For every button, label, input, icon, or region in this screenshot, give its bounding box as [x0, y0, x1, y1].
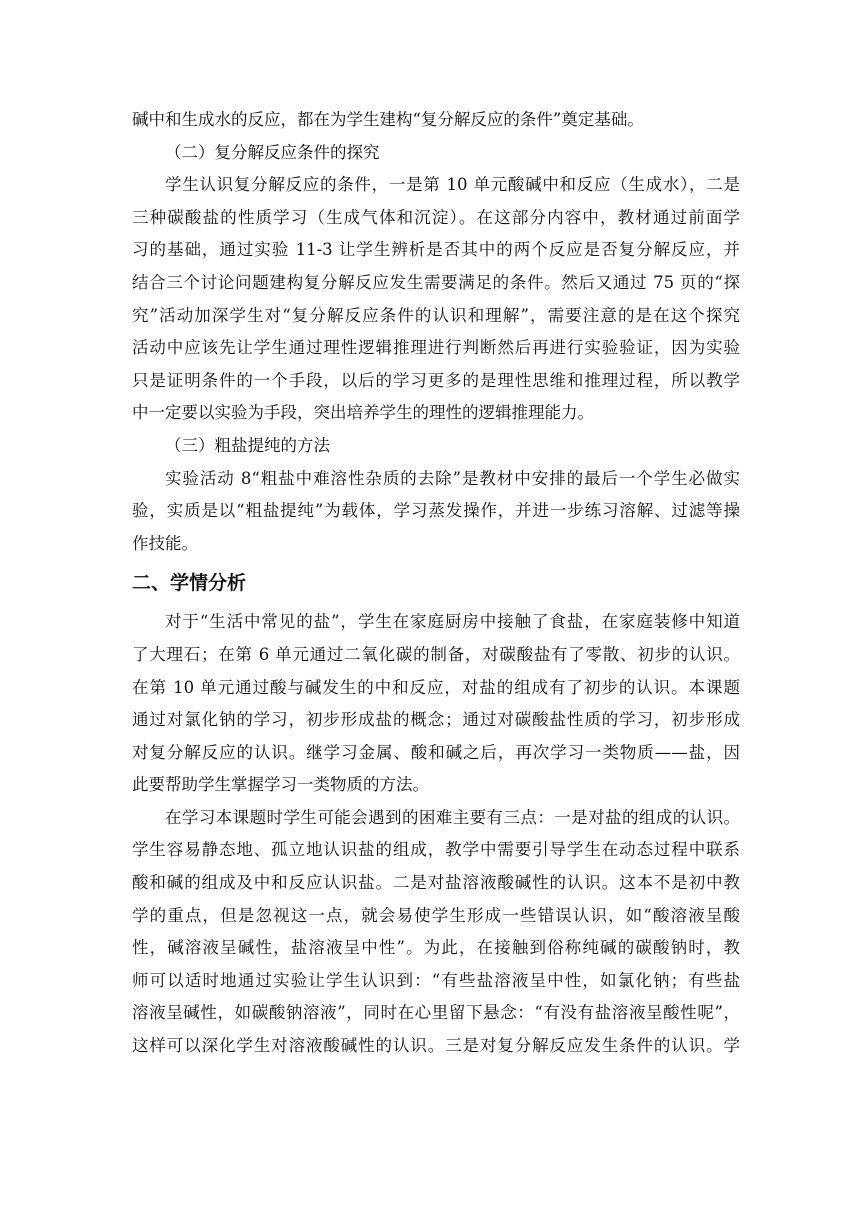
- paragraph-line: 在第 10 单元通过酸与碱发生的中和反应，对盐的组成有了初步的认识。本课题: [132, 677, 740, 697]
- paragraph-line: 碱中和生成水的反应，都在为学生建构“复分解反应的条件”奠定基础。: [132, 110, 644, 129]
- paragraph: [132, 606, 740, 802]
- subsection-heading: （三）粗盐提纯的方法: [165, 435, 330, 455]
- paragraph-line: 通过对氯化钠的学习，初步形成盐的概念；通过对碳酸盐性质的学习，初步形成: [132, 710, 740, 730]
- paragraph-line: 三种碳酸盐的性质学习（生成气体和沉淀）。在这部分内容中，教材通过前面学: [132, 207, 740, 227]
- paragraph-line: 习的基础，通过实验 11-3 让学生辨析是否其中的两个反应是否复分解反应，并: [132, 240, 740, 260]
- paragraph-line: 此要帮助学生掌握学习一类物质的方法。: [132, 775, 429, 795]
- paragraph-line: 实验活动 8“粗盐中难溶性杂质的去除”是教材中安排的最后一个学生必做实: [165, 468, 740, 488]
- paragraph-line: 在学习本课题时学生可能会遇到的困难主要有三点：一是对盐的组成的认识。: [165, 807, 740, 827]
- paragraph: [132, 169, 740, 430]
- paragraph-line: 这样可以深化学生对溶液酸碱性的认识。三是对复分解反应发生条件的认识。学: [132, 1036, 740, 1056]
- paragraph-line: 对复分解反应的认识。继学习金属、酸和碱之后，再次学习一类物质——盐，因: [132, 742, 740, 762]
- paragraph-line: 验，实质是以“粗盐提纯”为载体，学习蒸发操作，并进一步练习溶解、过滤等操: [132, 501, 740, 521]
- paragraph-line: 中一定要以实验为手段，突出培养学生的理性的逻辑推理能力。: [132, 403, 594, 423]
- paragraph: [132, 802, 740, 1063]
- paragraph-line: 学生认识复分解反应的条件，一是第 10 单元酸碱中和反应（生成水），二是: [165, 175, 740, 195]
- paragraph-line: 学生容易静态地、孤立地认识盐的组成，教学中需要引导学生在动态过程中联系: [132, 840, 740, 860]
- paragraph-line: 溶液呈碱性，如碳酸钠溶液”，同时在心里留下悬念：“有没有盐溶液呈酸性呢”，: [132, 1003, 740, 1023]
- paragraph: [132, 463, 740, 561]
- paragraph-line: 了大理石；在第 6 单元通过二氧化碳的制备，对碳酸盐有了零散、初步的认识。: [132, 644, 740, 664]
- paragraph-line: 究”活动加深学生对“复分解反应条件的认识和理解”，需要注意的是在这个探究: [132, 305, 740, 325]
- paragraph-line: 师可以适时地通过实验让学生认识到：“有些盐溶液呈中性，如氯化钠；有些盐: [132, 970, 740, 990]
- paragraph-line: 作技能。: [132, 533, 198, 553]
- page-content: [132, 104, 740, 1063]
- paragraph-line: 活动中应该先让学生通过理性逻辑推理进行判断然后再进行实验验证，因为实验: [132, 338, 740, 358]
- paragraph-line: 对于“生活中常见的盐”，学生在家庭厨房中接触了食盐，在家庭装修中知道: [165, 612, 740, 632]
- subsection-heading: （二）复分解反应条件的探究: [165, 142, 380, 162]
- paragraph-line: 酸和碱的组成及中和反应认识盐。二是对盐溶液酸碱性的认识。这本不是初中教: [132, 873, 740, 893]
- paragraph-line: 只是证明条件的一个手段，以后的学习更多的是理性思维和推理过程，所以教学: [132, 370, 740, 390]
- paragraph-line: 学的重点，但是忽视这一点，就会易使学生形成一些错误认识，如“酸溶液呈酸: [132, 905, 740, 925]
- paragraph-line: 性，碱溶液呈碱性，盐溶液呈中性”。为此，在接触到俗称纯碱的碳酸钠时，教: [132, 938, 740, 958]
- section-heading: 二、学情分析: [132, 572, 247, 595]
- paragraph-line: 结合三个讨论问题建构复分解反应发生需要满足的条件。然后又通过 75 页的“探: [132, 272, 740, 292]
